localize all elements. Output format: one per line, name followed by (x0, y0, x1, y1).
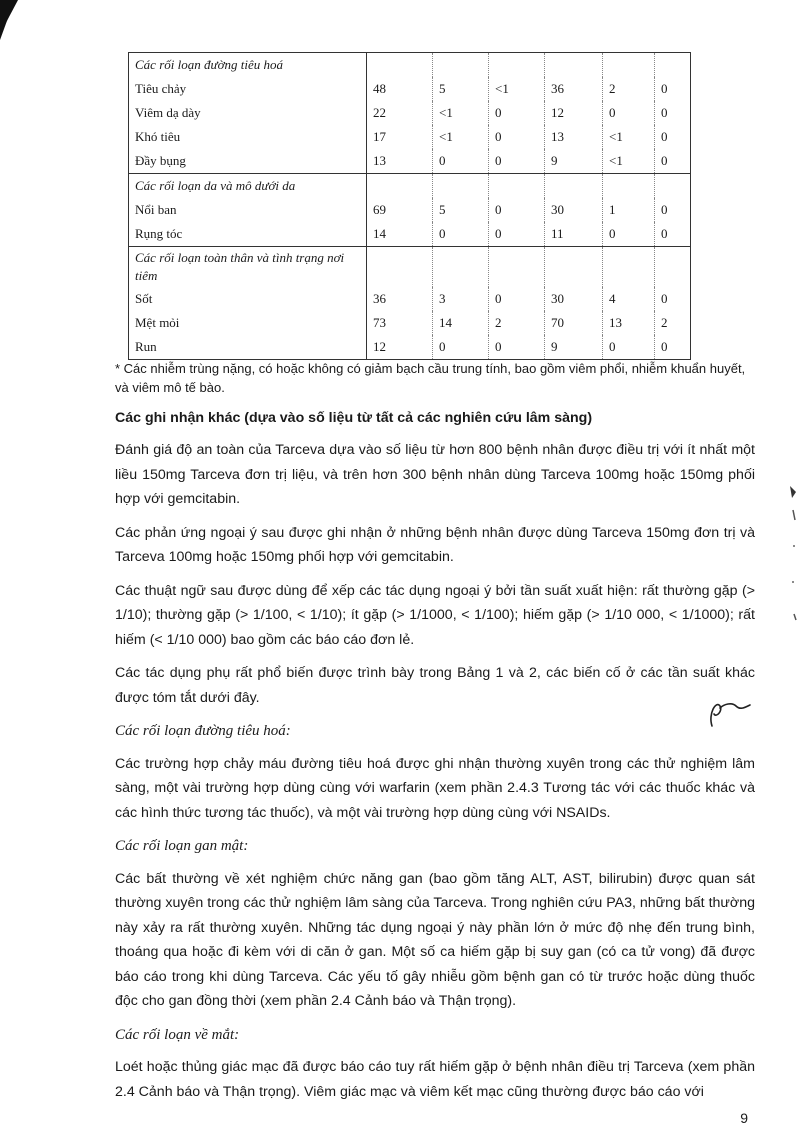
table-cell: 0 (655, 222, 691, 247)
table-row (129, 311, 691, 335)
table-row (129, 101, 691, 125)
table-cell: 0 (433, 335, 489, 360)
table-cell-empty (603, 53, 655, 78)
table-cell: 0 (489, 222, 545, 247)
table-cell-empty (433, 53, 489, 78)
table-cell: 48 (367, 77, 433, 101)
paragraph-safety-data: Đánh giá độ an toàn của Tarceva dựa vào số liệu từ hơn 800 bệnh nhân được điều trị với ít nhất một liều 150mg Tarceva đơn trị liệu, và trên hơn 300 bệnh nhân dùng Tarceva 100mg hoặc 150mg phối hợp với gemcitabin. (115, 442, 755, 507)
table-cell: 0 (489, 101, 545, 125)
table-cell-empty (655, 174, 691, 199)
table-cell-empty (545, 53, 603, 78)
table-row (129, 125, 691, 149)
table-cell-empty (367, 53, 433, 78)
paragraph-gi-bleeding: Các trường hợp chảy máu đường tiêu hoá được ghi nhận thường xuyên trong các thử nghiệm lâm sàng, một vài trường hợp dùng cùng với warfarin (xem phần 2.4.3 Tương tác với các thuốc khác và các hình thức tương tác thuốc), và một vài trường hợp dùng cùng với NSAIDs. (115, 755, 755, 821)
table-cell: 0 (603, 222, 655, 247)
table-cell: 12 (367, 335, 433, 360)
table-cell: 0 (603, 101, 655, 125)
table-cell: <1 (603, 125, 655, 149)
table-section-row (129, 174, 691, 199)
row-label: Tiêu chảy (129, 77, 367, 101)
subheading-eye-disorders: Các rối loạn về mắt: (115, 1026, 240, 1043)
table-cell: <1 (433, 125, 489, 149)
row-label: Khó tiêu (129, 125, 367, 149)
table-cell: 0 (655, 77, 691, 101)
table-row (129, 149, 691, 174)
table-row (129, 335, 691, 360)
table-cell: 0 (489, 125, 545, 149)
section-heading: Các ghi nhận khác (dựa vào số liệu từ tất cả các nghiên cứu lâm sàng) (115, 410, 593, 426)
table-cell-empty (367, 247, 433, 288)
table-row (129, 222, 691, 247)
table-cell: 14 (367, 222, 433, 247)
page-number: 9 (740, 1110, 748, 1126)
table-cell: 4 (603, 287, 655, 311)
row-label: Viêm dạ dày (129, 101, 367, 125)
table-cell: 73 (367, 311, 433, 335)
table-cell: 5 (433, 198, 489, 222)
table-cell: 2 (655, 311, 691, 335)
table-row (129, 198, 691, 222)
table-cell: 3 (433, 287, 489, 311)
table-cell: 0 (655, 198, 691, 222)
table-cell: 0 (489, 287, 545, 311)
table-cell: 13 (367, 149, 433, 174)
paragraph-adverse-reactions: Các phản ứng ngoại ý sau được ghi nhận ở những bệnh nhân được dùng Tarceva 150mg đơn trị và Tarceva 100mg hoặc 150mg phối hợp với gemcitabin. (115, 524, 755, 565)
table-cell-empty (489, 247, 545, 288)
subheading-hepatobiliary: Các rối loạn gan mật: (115, 838, 249, 854)
table-cell: 0 (489, 149, 545, 174)
row-label: Sốt (129, 287, 367, 311)
table-cell: 2 (489, 311, 545, 335)
table-cell-empty (489, 174, 545, 199)
table-section-row (129, 53, 691, 78)
table-cell-empty (655, 247, 691, 288)
table-cell: 69 (367, 198, 433, 222)
table-cell: 70 (545, 311, 603, 335)
table-cell: 5 (433, 77, 489, 101)
adverse-events-table-body (129, 53, 691, 360)
table-cell: 9 (545, 149, 603, 174)
table-cell: 11 (545, 222, 603, 247)
table-cell: 13 (545, 125, 603, 149)
table-footnote: * Các nhiễm trùng nặng, có hoặc không có giảm bạch cầu trung tính, bao gồm viêm phổi, nhiễm khuẩn huyết, và viêm mô tế bào. (115, 361, 746, 395)
table-cell: 13 (603, 311, 655, 335)
table-cell-empty (545, 247, 603, 288)
table-cell: 0 (603, 335, 655, 360)
table-cell: 0 (655, 149, 691, 174)
section-title: Các rối loạn da và mô dưới da (129, 174, 367, 199)
table-cell: <1 (489, 77, 545, 101)
table-cell-empty (489, 53, 545, 78)
table-cell: 36 (367, 287, 433, 311)
table-section-row (129, 247, 691, 288)
table-row (129, 287, 691, 311)
table-cell: 0 (655, 101, 691, 125)
table-cell-empty (603, 174, 655, 199)
table-cell-empty (433, 247, 489, 288)
row-label: Rụng tóc (129, 222, 367, 247)
paragraph-frequency-terms: Các thuật ngữ sau được dùng để xếp các tác dụng ngoại ý bởi tần suất xuất hiện: rất thường gặp (> 1/10); thường gặp (> 1/100, < 1/10); ít gặp (> 1/1000, < 1/100); hiếm gặp (> 1/10 000, < 1/1000); rất hiếm (< 1/10 000) bao gồm các báo cáo đơn lẻ. (115, 582, 755, 648)
adverse-events-table (128, 52, 691, 360)
paragraph-corneal: Loét hoặc thủng giác mạc đã được báo cáo tuy rất hiếm gặp ở bệnh nhân điều trị Tarceva (xem phần 2.4 Cảnh báo và Thận trọng). Viêm giác mạc và viêm kết mạc cũng thường được báo cáo với (115, 1059, 755, 1100)
table-cell: <1 (603, 149, 655, 174)
paragraph-liver-function: Các bất thường về xét nghiệm chức năng gan (bao gồm tăng ALT, AST, bilirubin) được quan sát thường xuyên trong các thử nghiệm lâm sàng của Tarceva. Trong nghiên cứu PA3, những bất thường này xảy ra rất thường xuyên. Những tác dụng ngoại ý này phần lớn ở mức độ nhẹ đến trung bình, thoáng qua hoặc đi kèm với di căn ở gan. Một số ca hiếm gặp bị suy gan (có ca tử vong) đã được báo cáo trong khi dùng Tarceva. Các yếu tố gây nhiễu gồm bệnh gan có từ trước hoặc dùng thuốc độc cho gan đồng thời (xem phần 2.4 Cảnh báo và Thận trọng). (115, 870, 755, 1009)
section-title: Các rối loạn toàn thân và tình trạng nơi tiêm (129, 247, 367, 288)
table-cell: 12 (545, 101, 603, 125)
table-cell: <1 (433, 101, 489, 125)
table-cell: 0 (655, 287, 691, 311)
row-label: Đầy bụng (129, 149, 367, 174)
section-title: Các rối loạn đường tiêu hoá (129, 53, 367, 78)
table-cell: 36 (545, 77, 603, 101)
row-label: Run (129, 335, 367, 360)
table-cell: 0 (655, 335, 691, 360)
table-row (129, 77, 691, 101)
table-cell-empty (433, 174, 489, 199)
row-label: Nổi ban (129, 198, 367, 222)
handwritten-initials (702, 696, 752, 730)
table-cell-empty (603, 247, 655, 288)
table-cell: 30 (545, 287, 603, 311)
table-cell: 2 (603, 77, 655, 101)
table-cell: 0 (433, 222, 489, 247)
table-cell: 14 (433, 311, 489, 335)
table-cell: 0 (489, 335, 545, 360)
table-cell: 17 (367, 125, 433, 149)
table-cell: 0 (489, 198, 545, 222)
document-body (115, 406, 755, 1113)
scan-edge-marks (784, 486, 798, 626)
table-cell: 0 (655, 125, 691, 149)
table-cell: 1 (603, 198, 655, 222)
table-cell: 9 (545, 335, 603, 360)
table-cell: 22 (367, 101, 433, 125)
row-label: Mệt mỏi (129, 311, 367, 335)
table-cell: 0 (433, 149, 489, 174)
subheading-gi-disorders: Các rối loạn đường tiêu hoá: (115, 723, 291, 739)
table-cell-empty (367, 174, 433, 199)
table-cell: 30 (545, 198, 603, 222)
table-cell-empty (655, 53, 691, 78)
paragraph-summary: Các tác dụng phụ rất phổ biến được trình bày trong Bảng 1 và 2, các biến cố ở các tần suất khác được tóm tắt dưới đây. (115, 665, 755, 706)
table-cell-empty (545, 174, 603, 199)
